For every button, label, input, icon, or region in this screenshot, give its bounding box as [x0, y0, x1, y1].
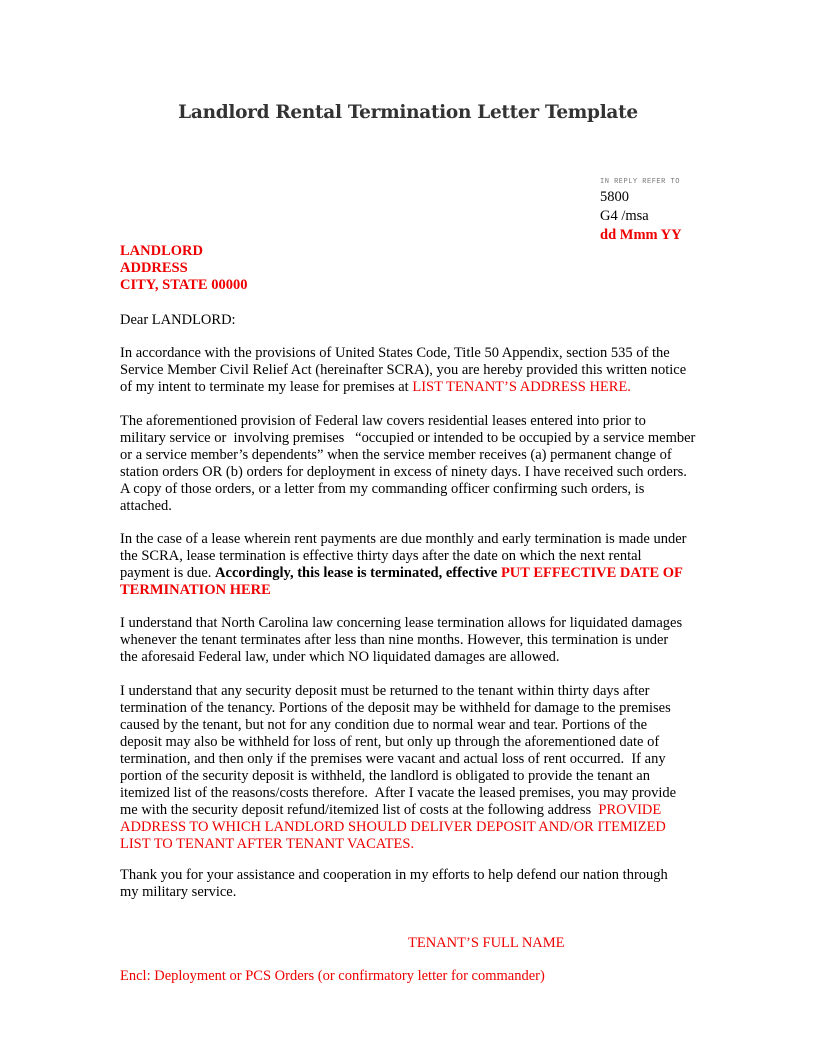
reference-block — [600, 176, 682, 245]
landlord-street: ADDRESS — [120, 260, 188, 276]
text-segment: me with the security deposit refund/itemized list of costs at the following address — [120, 802, 599, 818]
tenant-address-placeholder: LIST TENANT’S ADDRESS HERE. — [412, 379, 631, 395]
paragraph-liquidated-damages — [120, 615, 700, 666]
document-title: Landlord Rental Termination Letter Template — [178, 102, 638, 123]
effective-date-placeholder: PUT EFFECTIVE DATE OF — [500, 565, 683, 581]
landlord-city-state: CITY, STATE 00000 — [120, 277, 248, 293]
text-line: I understand that North Carolina law concerning lease termination allows for liquidated damages — [120, 615, 683, 631]
text-line: station orders OR (b) orders for deployment in excess of ninety days. I have received such orders. — [120, 464, 687, 480]
text-line: deposit may also be withheld for loss of rent, but only up through the aforementioned date of — [120, 734, 660, 750]
text-line: In the case of a lease wherein rent payments are due monthly and early termination is made under — [120, 531, 687, 547]
text-line: portion of the security deposit is withheld, the landlord is obligated to provide the tenant an — [120, 768, 650, 784]
paragraph-scra-notice — [120, 345, 700, 396]
text-line: itemized list of the reasons/costs therefore. After I vacate the leased premises, you may provide — [120, 785, 677, 801]
reference-date: dd Mmm YY — [600, 227, 682, 243]
text-line: I understand that any security deposit must be returned to the tenant within thirty days after — [120, 683, 650, 699]
text-line — [120, 379, 700, 396]
text-segment: payment is due. — [120, 565, 216, 581]
enclosure-note: Encl: Deployment or PCS Orders (or confirmatory letter for commander) — [120, 968, 545, 984]
paragraph-termination — [120, 531, 700, 599]
text-line: Thank you for your assistance and cooperation in my efforts to help defend our nation through — [120, 867, 668, 883]
text-line: the aforesaid Federal law, under which NO liquidated damages are allowed. — [120, 649, 560, 665]
text-line: In accordance with the provisions of United States Code, Title 50 Appendix, section 535 of the — [120, 345, 670, 361]
deposit-address-placeholder-end: LIST TO TENANT AFTER TENANT VACATES. — [120, 836, 415, 852]
landlord-address — [120, 243, 247, 294]
text-line: Service Member Civil Relief Act (hereinafter SCRA), you are hereby provided this written notice — [120, 362, 687, 378]
text-line: or a service member’s dependents” when the service member receives (a) permanent change of — [120, 447, 672, 463]
text-line: A copy of those orders, or a letter from my commanding officer confirming such orders, is — [120, 481, 645, 497]
termination-statement: Accordingly, this lease is terminated, effective — [215, 565, 498, 581]
text-line: attached. — [120, 498, 172, 514]
deposit-address-placeholder-cont: ADDRESS TO WHICH LANDLORD SHOULD DELIVER DEPOSIT AND/OR ITEMIZED — [120, 819, 666, 835]
text-line: caused by the tenant, but not for any condition due to normal wear and tear. Portions of the — [120, 717, 648, 733]
text-line: my military service. — [120, 884, 237, 900]
text-line: The aforementioned provision of Federal law covers residential leases entered into prior to — [120, 413, 646, 429]
text-line: termination of the tenancy. Portions of the deposit may be withheld for damage to the premises — [120, 700, 671, 716]
salutation: Dear LANDLORD: — [120, 312, 236, 328]
reference-code: G4 /msa — [600, 208, 649, 224]
text-line: the SCRA, lease termination is effective thirty days after the date on which the next rental — [120, 548, 642, 564]
text-line — [120, 565, 700, 582]
text-line — [120, 802, 700, 819]
effective-date-placeholder-cont: TERMINATION HERE — [120, 582, 271, 598]
deposit-address-placeholder: PROVIDE — [598, 802, 662, 818]
tenant-signature-placeholder: TENANT’S FULL NAME — [408, 935, 565, 951]
text-line: whenever the tenant terminates after less than nine months. However, this termination is under — [120, 632, 669, 648]
text-line: termination, and then only if the premises were vacant and actual loss of rent occurred. If any — [120, 751, 666, 767]
reply-refer-label: IN REPLY REFER TO — [600, 178, 680, 186]
text-segment: of my intent to terminate my lease for premises at — [120, 379, 413, 395]
reference-number: 5800 — [600, 189, 629, 205]
paragraph-security-deposit — [120, 683, 700, 853]
paragraph-federal-law — [120, 413, 700, 515]
landlord-name: LANDLORD — [120, 243, 203, 259]
paragraph-closing — [120, 867, 700, 901]
text-line: military service or involving premises “occupied or intended to be occupied by a service member — [120, 430, 696, 446]
